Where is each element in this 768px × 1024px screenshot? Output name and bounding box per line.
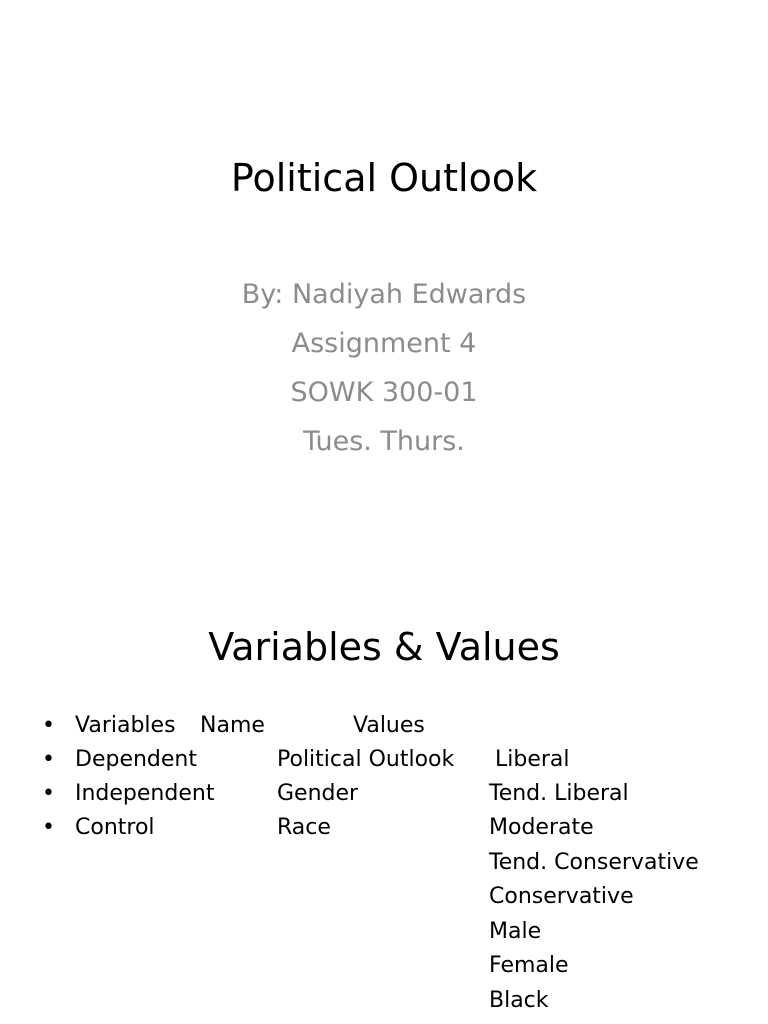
variable-value: Liberal [495, 747, 570, 772]
variable-type: Dependent [75, 747, 197, 772]
value-continuation [0, 846, 768, 880]
slide-title: Variables & Values [208, 625, 560, 669]
variable-value: Conservative [489, 884, 634, 909]
variable-value: Black [489, 988, 549, 1013]
variables-slide [0, 590, 768, 1024]
value-continuation [0, 984, 768, 1018]
assignment-line: Assignment 4 [291, 328, 477, 359]
name-header: Name [200, 713, 265, 738]
variable-row [0, 777, 768, 811]
variable-value: Male [489, 919, 542, 944]
variable-value: Tend. Liberal [489, 781, 629, 806]
header-row [0, 709, 768, 743]
value-continuation [0, 949, 768, 983]
variable-value: Moderate [489, 815, 594, 840]
variable-value: Tend. Conservative [489, 850, 699, 875]
values-header: Values [353, 713, 425, 738]
variable-row [0, 743, 768, 777]
bullet-marker: • [42, 713, 55, 738]
bullet-marker: • [42, 815, 55, 840]
bullet-marker: • [42, 747, 55, 772]
author-line: By: Nadiyah Edwards [241, 279, 527, 310]
variable-name: Political Outlook [277, 747, 455, 772]
value-continuation [0, 915, 768, 949]
variable-name: Gender [277, 781, 359, 806]
variable-type: Control [75, 815, 155, 840]
bullet-marker: • [42, 781, 55, 806]
variables-header: Variables [75, 713, 176, 738]
variable-type: Independent [75, 781, 215, 806]
slide-title: Political Outlook [230, 156, 538, 200]
slide-subtitle [0, 274, 768, 470]
variable-value: Female [489, 953, 569, 978]
variable-name: Race [277, 815, 331, 840]
variable-row [0, 811, 768, 845]
value-continuation [0, 880, 768, 914]
schedule-line: Tues. Thurs. [303, 426, 465, 457]
course-line: SOWK 300-01 [290, 377, 478, 408]
